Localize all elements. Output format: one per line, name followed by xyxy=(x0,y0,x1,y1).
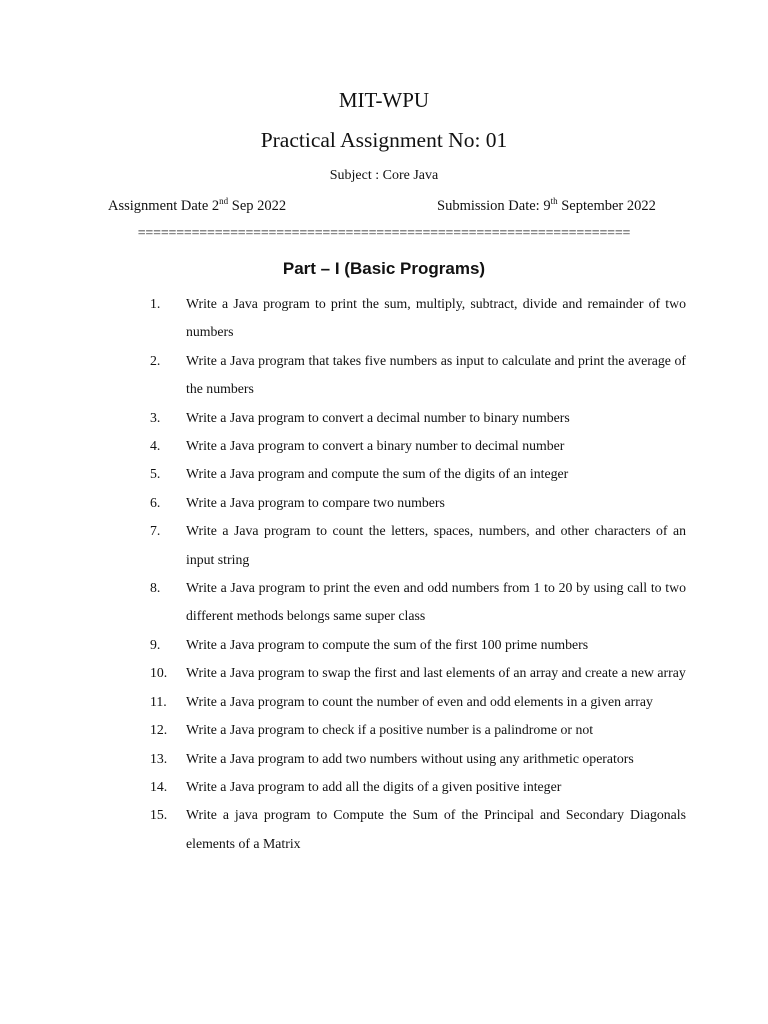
list-item xyxy=(150,290,686,347)
list-item-number: 6. xyxy=(150,494,161,510)
list-item-text: Write a Java program to count the letters, spaces, numbers, and other characters of an input string xyxy=(186,523,686,567)
list-item xyxy=(150,460,686,488)
list-item xyxy=(150,688,686,716)
list-item-number: 5. xyxy=(150,466,161,482)
list-item-text: Write a Java program to check if a positive number is a palindrome or not xyxy=(186,722,594,738)
list-item-text: Write a Java program to swap the first and last elements of an array and create a new array xyxy=(186,665,686,681)
assignment-title: Practical Assignment No: 01 xyxy=(260,128,508,152)
assignment-date-suffix: nd xyxy=(219,196,229,207)
list-item-text: Write a Java program to count the number of even and odd elements in a given array xyxy=(186,693,653,709)
list-item-number: 10. xyxy=(150,665,168,681)
submission-date-suffix: th xyxy=(550,196,558,207)
list-item-number: 12. xyxy=(150,722,168,738)
list-item xyxy=(150,347,686,404)
assignment-date-rest: Sep 2022 xyxy=(228,198,287,214)
list-item xyxy=(150,716,686,744)
list-item-text: Write a Java program to add two numbers without using any arithmetic operators xyxy=(186,750,634,766)
section-title: Part – I (Basic Programs) xyxy=(282,259,486,278)
section-divider: ================================================================ xyxy=(137,226,631,241)
list-item-text: Write a Java program to convert a decimal number to binary numbers xyxy=(186,409,570,425)
list-item xyxy=(150,404,686,432)
list-item-text: Write a Java program to convert a binary number to decimal number xyxy=(186,438,565,454)
list-item xyxy=(150,659,686,687)
list-item xyxy=(150,489,686,517)
subject-line: Subject : Core Java xyxy=(329,168,439,183)
list-item-text: Write a Java program to add all the digits of a given positive integer xyxy=(186,778,562,794)
list-item-number: 15. xyxy=(150,807,168,823)
list-item-number: 14. xyxy=(150,778,168,794)
list-item-number: 11. xyxy=(150,693,167,709)
submission-date-rest: September 2022 xyxy=(557,198,656,214)
list-item-number: 4. xyxy=(150,438,161,454)
list-item xyxy=(150,745,686,773)
list-item xyxy=(150,773,686,801)
list-item-text: Write a Java program to compare two numbers xyxy=(186,494,445,510)
institute-name: MIT-WPU xyxy=(338,88,430,112)
program-list xyxy=(150,290,686,858)
assignment-date xyxy=(108,198,286,215)
list-item-number: 3. xyxy=(150,409,161,425)
submission-date xyxy=(437,198,656,215)
list-item-text: Write a Java program that takes five numbers as input to calculate and print the average of the numbers xyxy=(186,352,686,397)
list-item-text: Write a Java program to compute the sum of the first 100 prime numbers xyxy=(186,636,589,652)
list-item xyxy=(150,574,686,631)
list-item xyxy=(150,631,686,659)
list-item-number: 2. xyxy=(150,352,161,368)
submission-date-label: Submission Date: 9 xyxy=(437,198,551,214)
list-item-text: Write a Java program to print the sum, multiply, subtract, divide and remainder of two numbers xyxy=(186,296,686,340)
list-item-number: 7. xyxy=(150,523,161,539)
list-item xyxy=(150,801,686,858)
list-item-number: 13. xyxy=(150,750,168,766)
list-item-text: Write a Java program and compute the sum of the digits of an integer xyxy=(186,466,569,482)
list-item-number: 8. xyxy=(150,580,161,596)
list-item-number: 1. xyxy=(150,296,161,311)
list-item-text: Write a Java program to print the even and odd numbers from 1 to 20 by using call to two different methods belongs same super class xyxy=(186,580,686,624)
list-item-text: Write a java program to Compute the Sum of the Principal and Secondary Diagonals elements of a Matrix xyxy=(186,807,686,851)
list-item xyxy=(150,432,686,460)
list-item xyxy=(150,517,686,574)
assignment-date-label: Assignment Date 2 xyxy=(108,198,220,214)
list-item-number: 9. xyxy=(150,636,161,652)
